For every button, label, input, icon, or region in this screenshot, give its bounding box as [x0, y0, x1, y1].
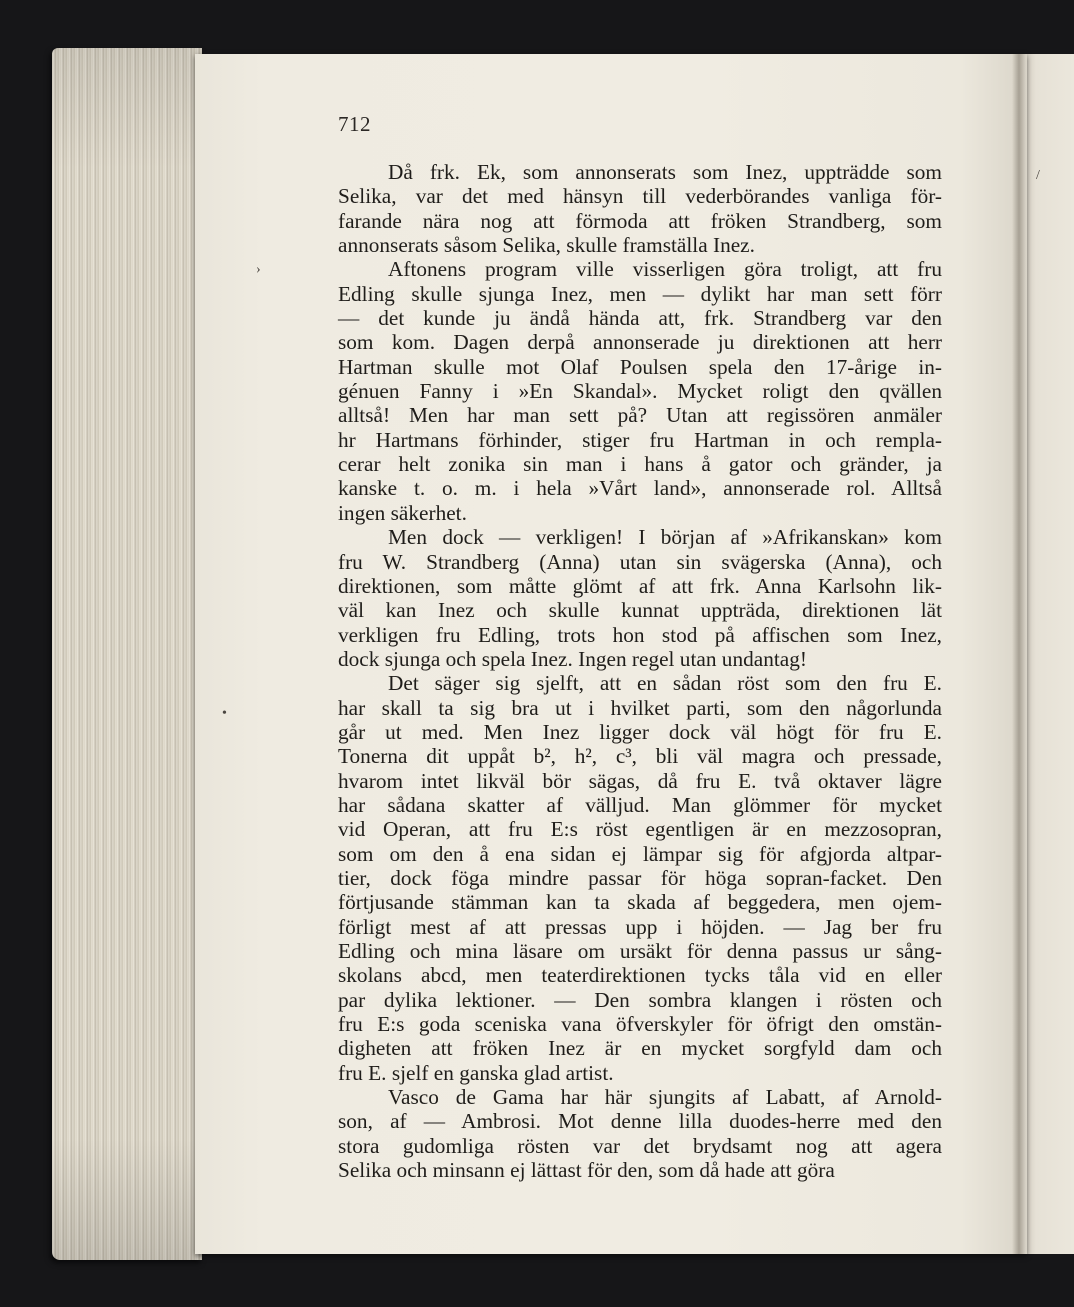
- margin-speck: •: [222, 706, 227, 721]
- paragraph: [338, 257, 942, 525]
- text-line: Selika, var det med hänsyn till vederbörandes vanliga för-: [338, 184, 942, 209]
- text-line: hvarom intet likväl bör sägas, då fru E. två oktaver lägre: [338, 768, 942, 793]
- text-line: fru E:s goda sceniska vana öfverskyler för öfrigt den omstän-: [338, 1012, 942, 1037]
- paragraph: [338, 160, 942, 257]
- paragraph: [338, 671, 942, 1085]
- text-line: fru E. sjelf en ganska glad artist.: [338, 1060, 614, 1085]
- text-line: Edling och mina läsare om ursäkt för denna passus ur sång-: [338, 939, 942, 963]
- text-line: som om den å ena sidan ej lämpar sig för afgjorda altpar-: [338, 841, 942, 866]
- text-line: cerar helt zonika sin man i hans å gator och gränder, ja: [338, 452, 942, 477]
- text-line: förligt mest af att pressas upp i höjden. — Jag ber fru: [338, 914, 942, 939]
- text-line: direktionen, som måtte glömt af att frk. Anna Karlsohn lik-: [338, 573, 942, 598]
- text-line: Det säger sig sjelft, att en sådan röst som den fru E.: [388, 671, 942, 696]
- text-line: förtjusande stämman kan ta skada af beggedera, men ojem-: [338, 890, 942, 915]
- text-line: digheten att fröken Inez är en mycket sorgfyld dam och: [338, 1036, 942, 1061]
- text-line: vid Operan, att fru E:s röst egentligen är en mezzosopran,: [338, 817, 942, 842]
- page-number: 712: [338, 112, 371, 136]
- text-line: Selika och minsann ej lättast för den, som då hade att göra: [338, 1158, 835, 1183]
- page-body-text: [338, 160, 942, 1182]
- text-line: skolans abcd, men teaterdirektionen tycks tåla vid en eller: [338, 963, 942, 988]
- margin-speck: /: [1036, 168, 1040, 183]
- facing-page-edge: [1020, 54, 1074, 1254]
- paragraph: [338, 525, 942, 671]
- text-line: — det kunde ju ändå hända att, frk. Strandberg var den: [338, 306, 942, 331]
- text-line: par dylika lektioner. — Den sombra klangen i rösten och: [338, 987, 942, 1012]
- text-line: Vasco de Gama har här sjungits af Labatt, af Arnold-: [388, 1085, 942, 1110]
- text-line: har sådana skatter af välljud. Man glömmer för mycket: [338, 792, 942, 817]
- text-line: ingen säkerhet.: [338, 500, 467, 525]
- book-page-edges: [52, 48, 202, 1260]
- text-line: Men dock — verkligen! I början af »Afrikanskan» kom: [388, 525, 942, 550]
- text-line: tier, dock föga mindre passar för höga sopran-facket. Den: [338, 865, 942, 890]
- text-line: väl kan Inez och skulle kunnat uppträda, direktionen lät: [338, 598, 942, 623]
- paragraph: [338, 1085, 942, 1182]
- text-line: son, af — Ambrosi. Mot denne lilla duodes-herre med den: [338, 1109, 942, 1134]
- text-line: som kom. Dagen derpå annonserade ju direktionen att herr: [338, 330, 942, 355]
- text-line: kanske t. o. m. i hela »Vårt land», annonserade rol. Alltså: [338, 476, 942, 501]
- text-line: fru W. Strandberg (Anna) utan sin svägerska (Anna), och: [338, 549, 942, 574]
- text-line: génuen Fanny i »En Skandal». Mycket roligt den qvällen: [338, 379, 942, 404]
- text-line: har skall ta sig bra ut i hvilket parti, som den någorlunda: [338, 695, 942, 720]
- text-line: Då frk. Ek, som annonserats som Inez, uppträdde som: [388, 160, 942, 184]
- text-line: dock sjunga och spela Inez. Ingen regel utan undantag!: [338, 646, 807, 671]
- text-line: farande nära nog att förmoda att fröken Strandberg, som: [338, 208, 942, 233]
- margin-speck: ›: [256, 262, 261, 277]
- text-line: går ut med. Men Inez ligger dock väl högt för fru E.: [338, 719, 942, 744]
- text-line: verkligen fru Edling, trots hon stod på affischen som Inez,: [338, 622, 942, 647]
- text-line: Tonerna dit uppåt b², h², c³, bli väl magra och pressade,: [338, 744, 942, 769]
- text-line: Hartman skulle mot Olaf Poulsen spela den 17-årige in-: [338, 354, 942, 379]
- book-gutter: [1012, 54, 1026, 1254]
- text-line: stora gudomliga rösten var det brydsamt nog att agera: [338, 1133, 942, 1158]
- text-line: Aftonens program ville visserligen göra troligt, att fru: [388, 257, 942, 282]
- text-line: Edling skulle sjunga Inez, men — dylikt har man sett förr: [338, 281, 942, 306]
- text-line: alltså! Men har man sett på? Utan att regissören anmäler: [338, 403, 942, 428]
- text-line: annonserats såsom Selika, skulle framställa Inez.: [338, 233, 755, 258]
- text-line: hr Hartmans förhinder, stiger fru Hartman in och rempla-: [338, 427, 942, 452]
